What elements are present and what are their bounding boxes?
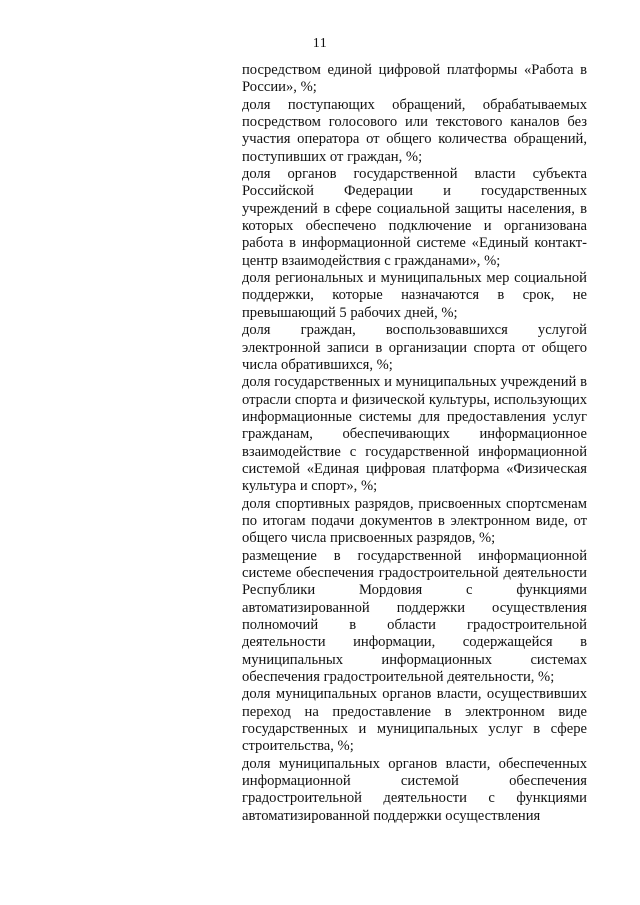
body-text (242, 62, 587, 825)
paragraph: доля граждан, воспользовавшихся услугой электронной записи в организации спорта от общего числа обратившихся, %; (242, 322, 587, 373)
paragraph: доля государственных и муниципальных учреждений в отрасли спорта и физической культуры, использующих информационные системы для предоставления услуг гражданам, обеспечивающих информационное взаимодействие с государственной информационной системой «Единая цифровая платформа «Физическая культура и спорт», %; (242, 374, 587, 495)
paragraph: доля поступающих обращений, обрабатываемых посредством голосового или текстового каналов без участия оператора от общего количества обращений, поступивших от граждан, %; (242, 96, 587, 165)
paragraph: доля региональных и муниципальных мер социальной поддержки, которые назначаются в срок, не превышающий 5 рабочих дней, %; (242, 270, 587, 321)
paragraph: доля муниципальных органов власти, осуществивших переход на предоставление в электронном виде государственных и муниципальных услуг в сфере строительства, %; (242, 686, 587, 755)
paragraph: посредством единой цифровой платформы «Работа в России», %; (242, 62, 587, 96)
paragraph: размещение в государственной информационной системе обеспечения градостроительной деятельности Республики Мордовия с функциями автоматизированной поддержки осуществления полномочий в области градостроительной деятельности информации, содержащейся в муниципальных информационных системах обеспечения градостроительной деятельности, %; (242, 547, 587, 686)
page-number: 11 (312, 36, 328, 51)
paragraph: доля спортивных разрядов, присвоенных спортсменам по итогам подачи документов в электронном виде, от общего числа присвоенных разрядов, %; (242, 495, 587, 547)
paragraph: доля органов государственной власти субъекта Российской Федерации и государственных учреждений в сфере социальной защиты населения, в которых обеспечено подключение и организована работа в информационной системе «Единый контакт-центр взаимодействия с гражданами», %; (242, 166, 587, 269)
paragraph: доля муниципальных органов власти, обеспеченных информационной системой обеспечения градостроительной деятельности с функциями автоматизированной поддержки осуществления (242, 755, 587, 824)
